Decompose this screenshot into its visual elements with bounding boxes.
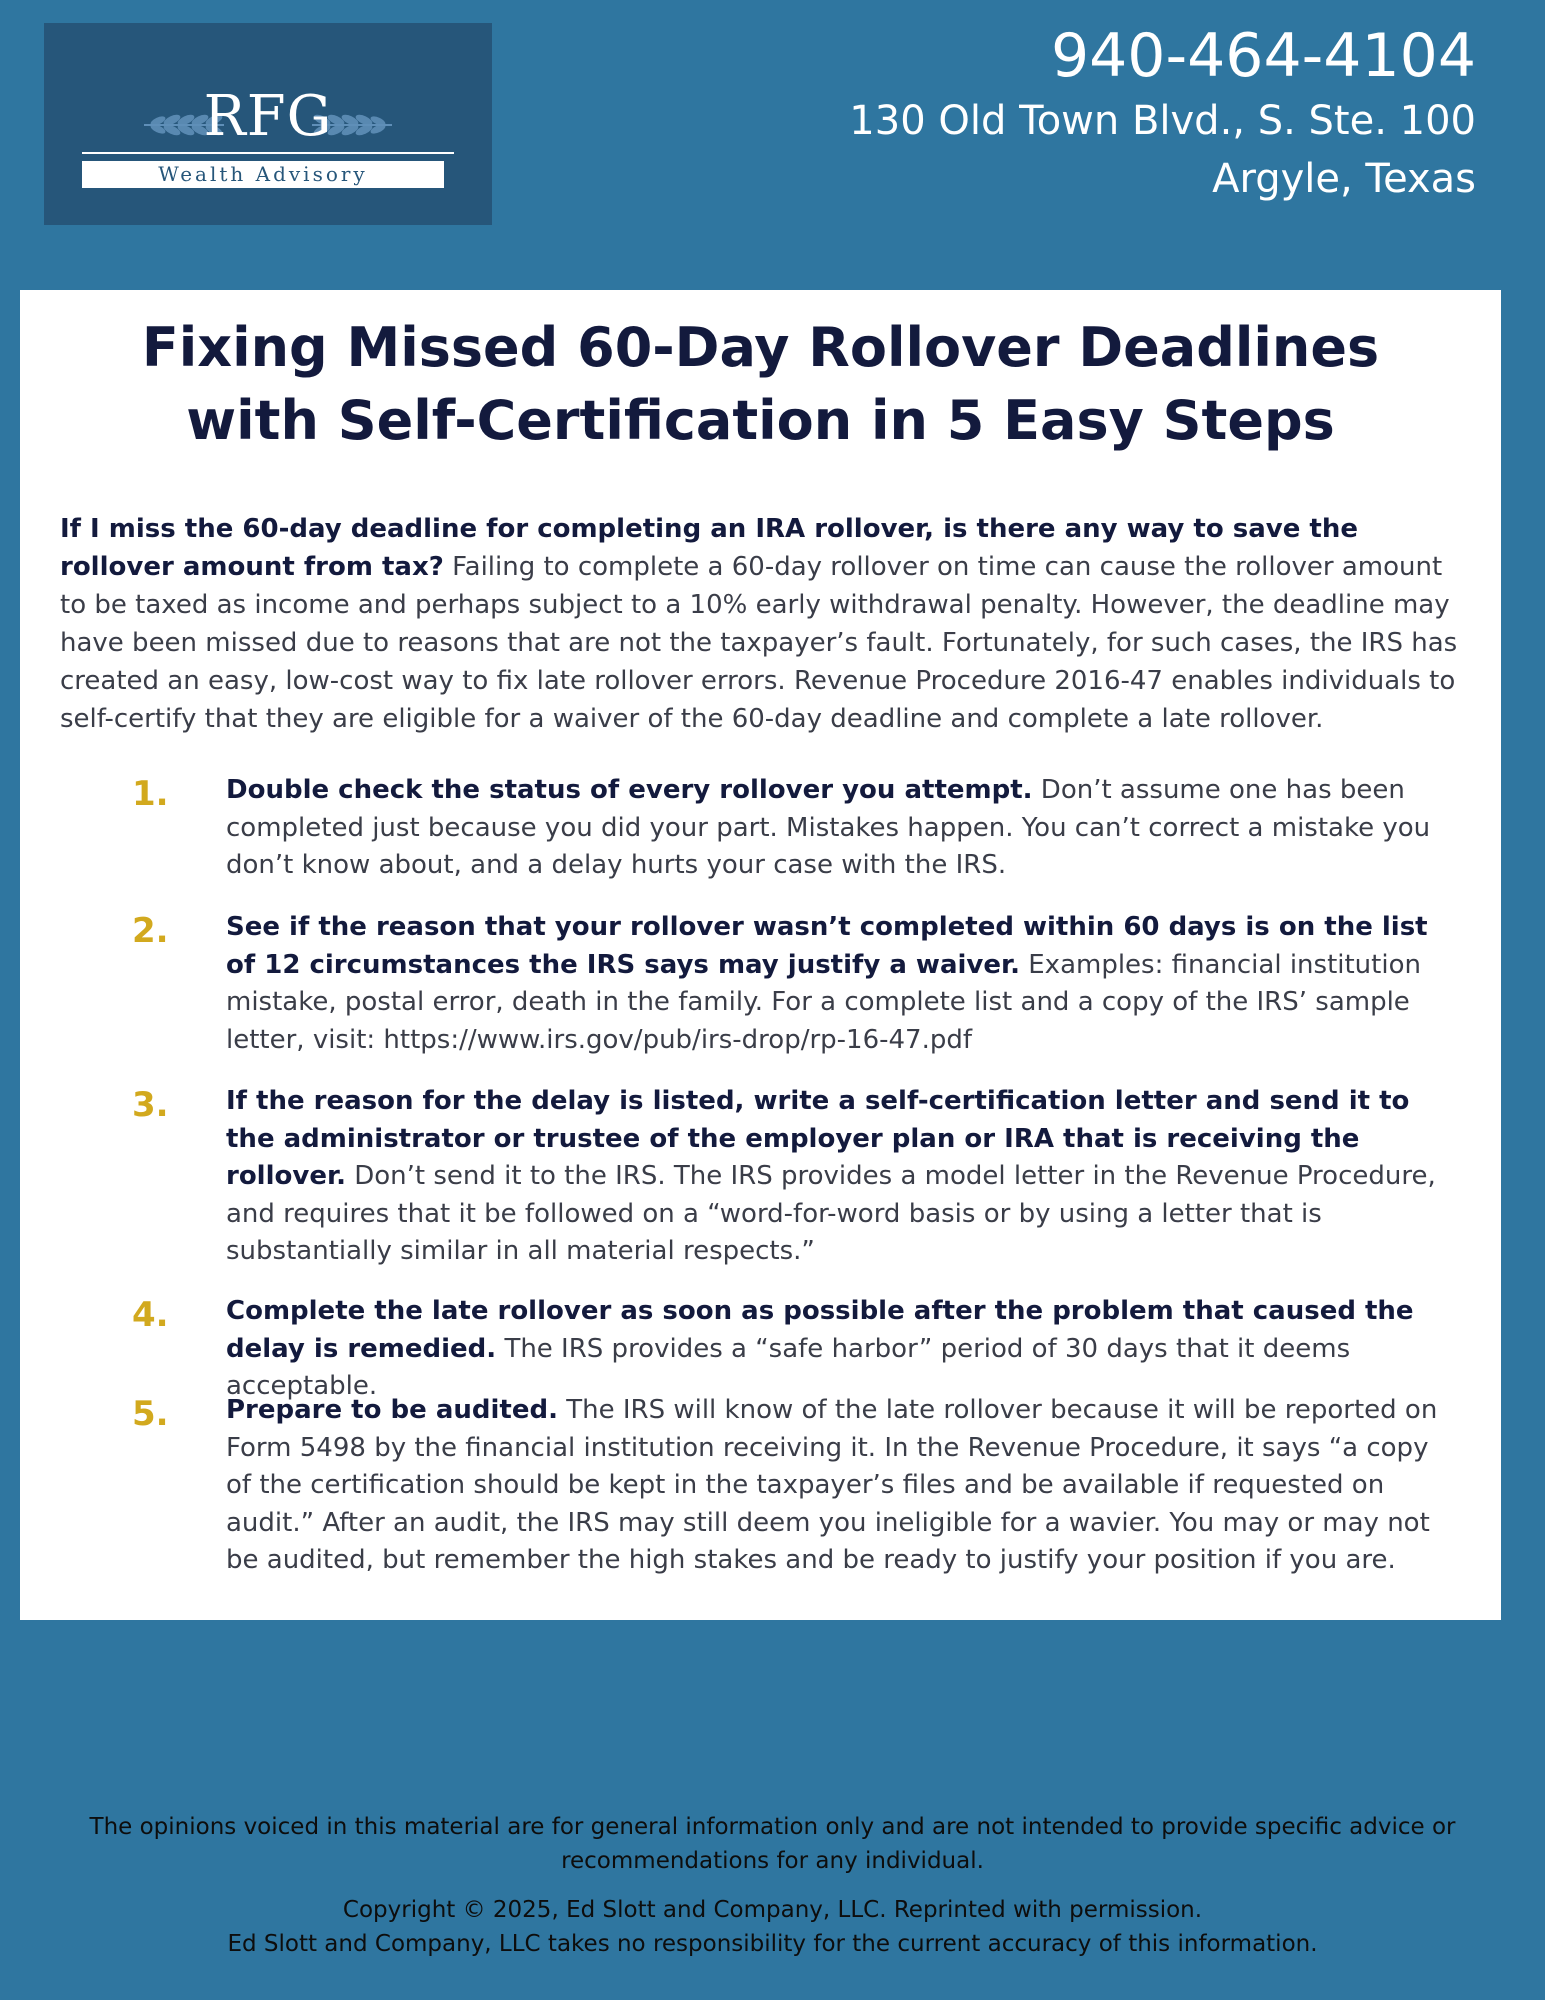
step-body <box>226 909 1452 1059</box>
step-description: Examples: financial institution mistake, postal error, death in the family. For a complete list and a copy of the IRS’ sample letter, visit: https://www.irs.gov/pub/irs-drop/rp-16-47.pdf <box>226 949 1421 1055</box>
step-number: 3. <box>132 1085 169 1125</box>
responsibility-text: Ed Slott and Company, LLC takes no responsibility for the current accuracy of this information. <box>227 1931 1318 1957</box>
step-heading: Prepare to be audited. <box>226 1395 558 1425</box>
logo-subtitle: Wealth Advisory <box>82 161 444 188</box>
step-heading: Double check the status of every rollover you attempt. <box>226 775 1033 805</box>
step-description: Don’t assume one has been completed just because you did your part. Mistakes happen. You can’t correct a mistake you don’t know about, and a delay hurts your case with the IRS. <box>226 775 1431 880</box>
article-title <box>20 311 1501 457</box>
phone-number[interactable]: 940-464-4104 <box>1050 21 1476 91</box>
intro-answer: Failing to complete a 60-day rollover on time can cause the rollover amount to be taxed as income and perhaps subject to a 10% early withdrawal penalty. However, the deadline may have been missed due to reasons that are not the taxpayer’s fault. Fortunately, for such cases, the IRS has created an easy, low-cost way to fix late rollover errors. Revenue Procedure 2016-47 enables individuals to self-certify that they are eligible for a waiver of the 60-day deadline and complete a late rollover. <box>60 552 1458 734</box>
step-heading: Complete the late rollover as soon as possible after the problem that caused the delay is remedied. <box>226 1296 1414 1364</box>
step-heading: If the reason for the delay is listed, write a self-certification letter and send it to the administrator or trustee of the employer plan or IRA that is receiving the rollover. <box>226 1086 1410 1191</box>
step-description: The IRS will know of the late rollover because it will be reported on Form 5498 by the financial institution receiving it. In the Revenue Procedure, it says “a copy of the certification should be kept in the taxpayer’s files and be available if requested on audit.” After an audit, the IRS may still deem you ineligible for a wavier. You may or may not be audited, but remember the high stakes and be ready to justify your position if you are. <box>226 1395 1438 1575</box>
step-body <box>226 1293 1452 1406</box>
step-number: 2. <box>132 911 169 951</box>
intro-question: If I miss the 60-day deadline for completing an IRA rollover, is there any way to save the rollover amount from tax? <box>60 514 1358 582</box>
contact-block <box>849 20 1476 208</box>
disclaimer-text: The opinions voiced in this material are for general information only and are not intended to provide specific advice or recommendations for any individual. <box>89 1814 1456 1874</box>
article-card <box>20 290 1501 1620</box>
step-heading: See if the reason that your rollover wasn’t completed within 60 days is on the list of 12 circumstances the IRS says may justify a waiver. <box>226 912 1428 980</box>
step-description: Don’t send it to the IRS. The IRS provides a model letter in the Revenue Procedure, and requires that it be followed on a “word-for-word basis or by using a letter that is substantially similar in all material respects.” <box>226 1161 1436 1266</box>
copyright-text: Copyright © 2025, Ed Slott and Company, LLC. Reprinted with permission. <box>342 1897 1203 1923</box>
title-line-1: Fixing Missed 60-Day Rollover Deadlines <box>141 316 1380 379</box>
step-number: 1. <box>132 774 169 814</box>
title-line-2: with Self-Certification in 5 Easy Steps <box>186 389 1335 452</box>
intro-paragraph <box>60 510 1465 738</box>
step-number: 5. <box>132 1394 169 1434</box>
step-number: 4. <box>132 1295 169 1335</box>
step-description: The IRS provides a “safe harbor” period of 30 days that it deems acceptable. <box>226 1333 1351 1401</box>
logo-wordmark: RFG <box>203 84 333 149</box>
address-line-2: Argyle, Texas <box>1212 156 1476 202</box>
address-line-1: 130 Old Town Blvd., S. Ste. 100 <box>849 98 1476 144</box>
step-body <box>226 772 1452 885</box>
step-body <box>226 1083 1452 1271</box>
company-logo <box>44 23 492 225</box>
step-body <box>226 1392 1452 1580</box>
